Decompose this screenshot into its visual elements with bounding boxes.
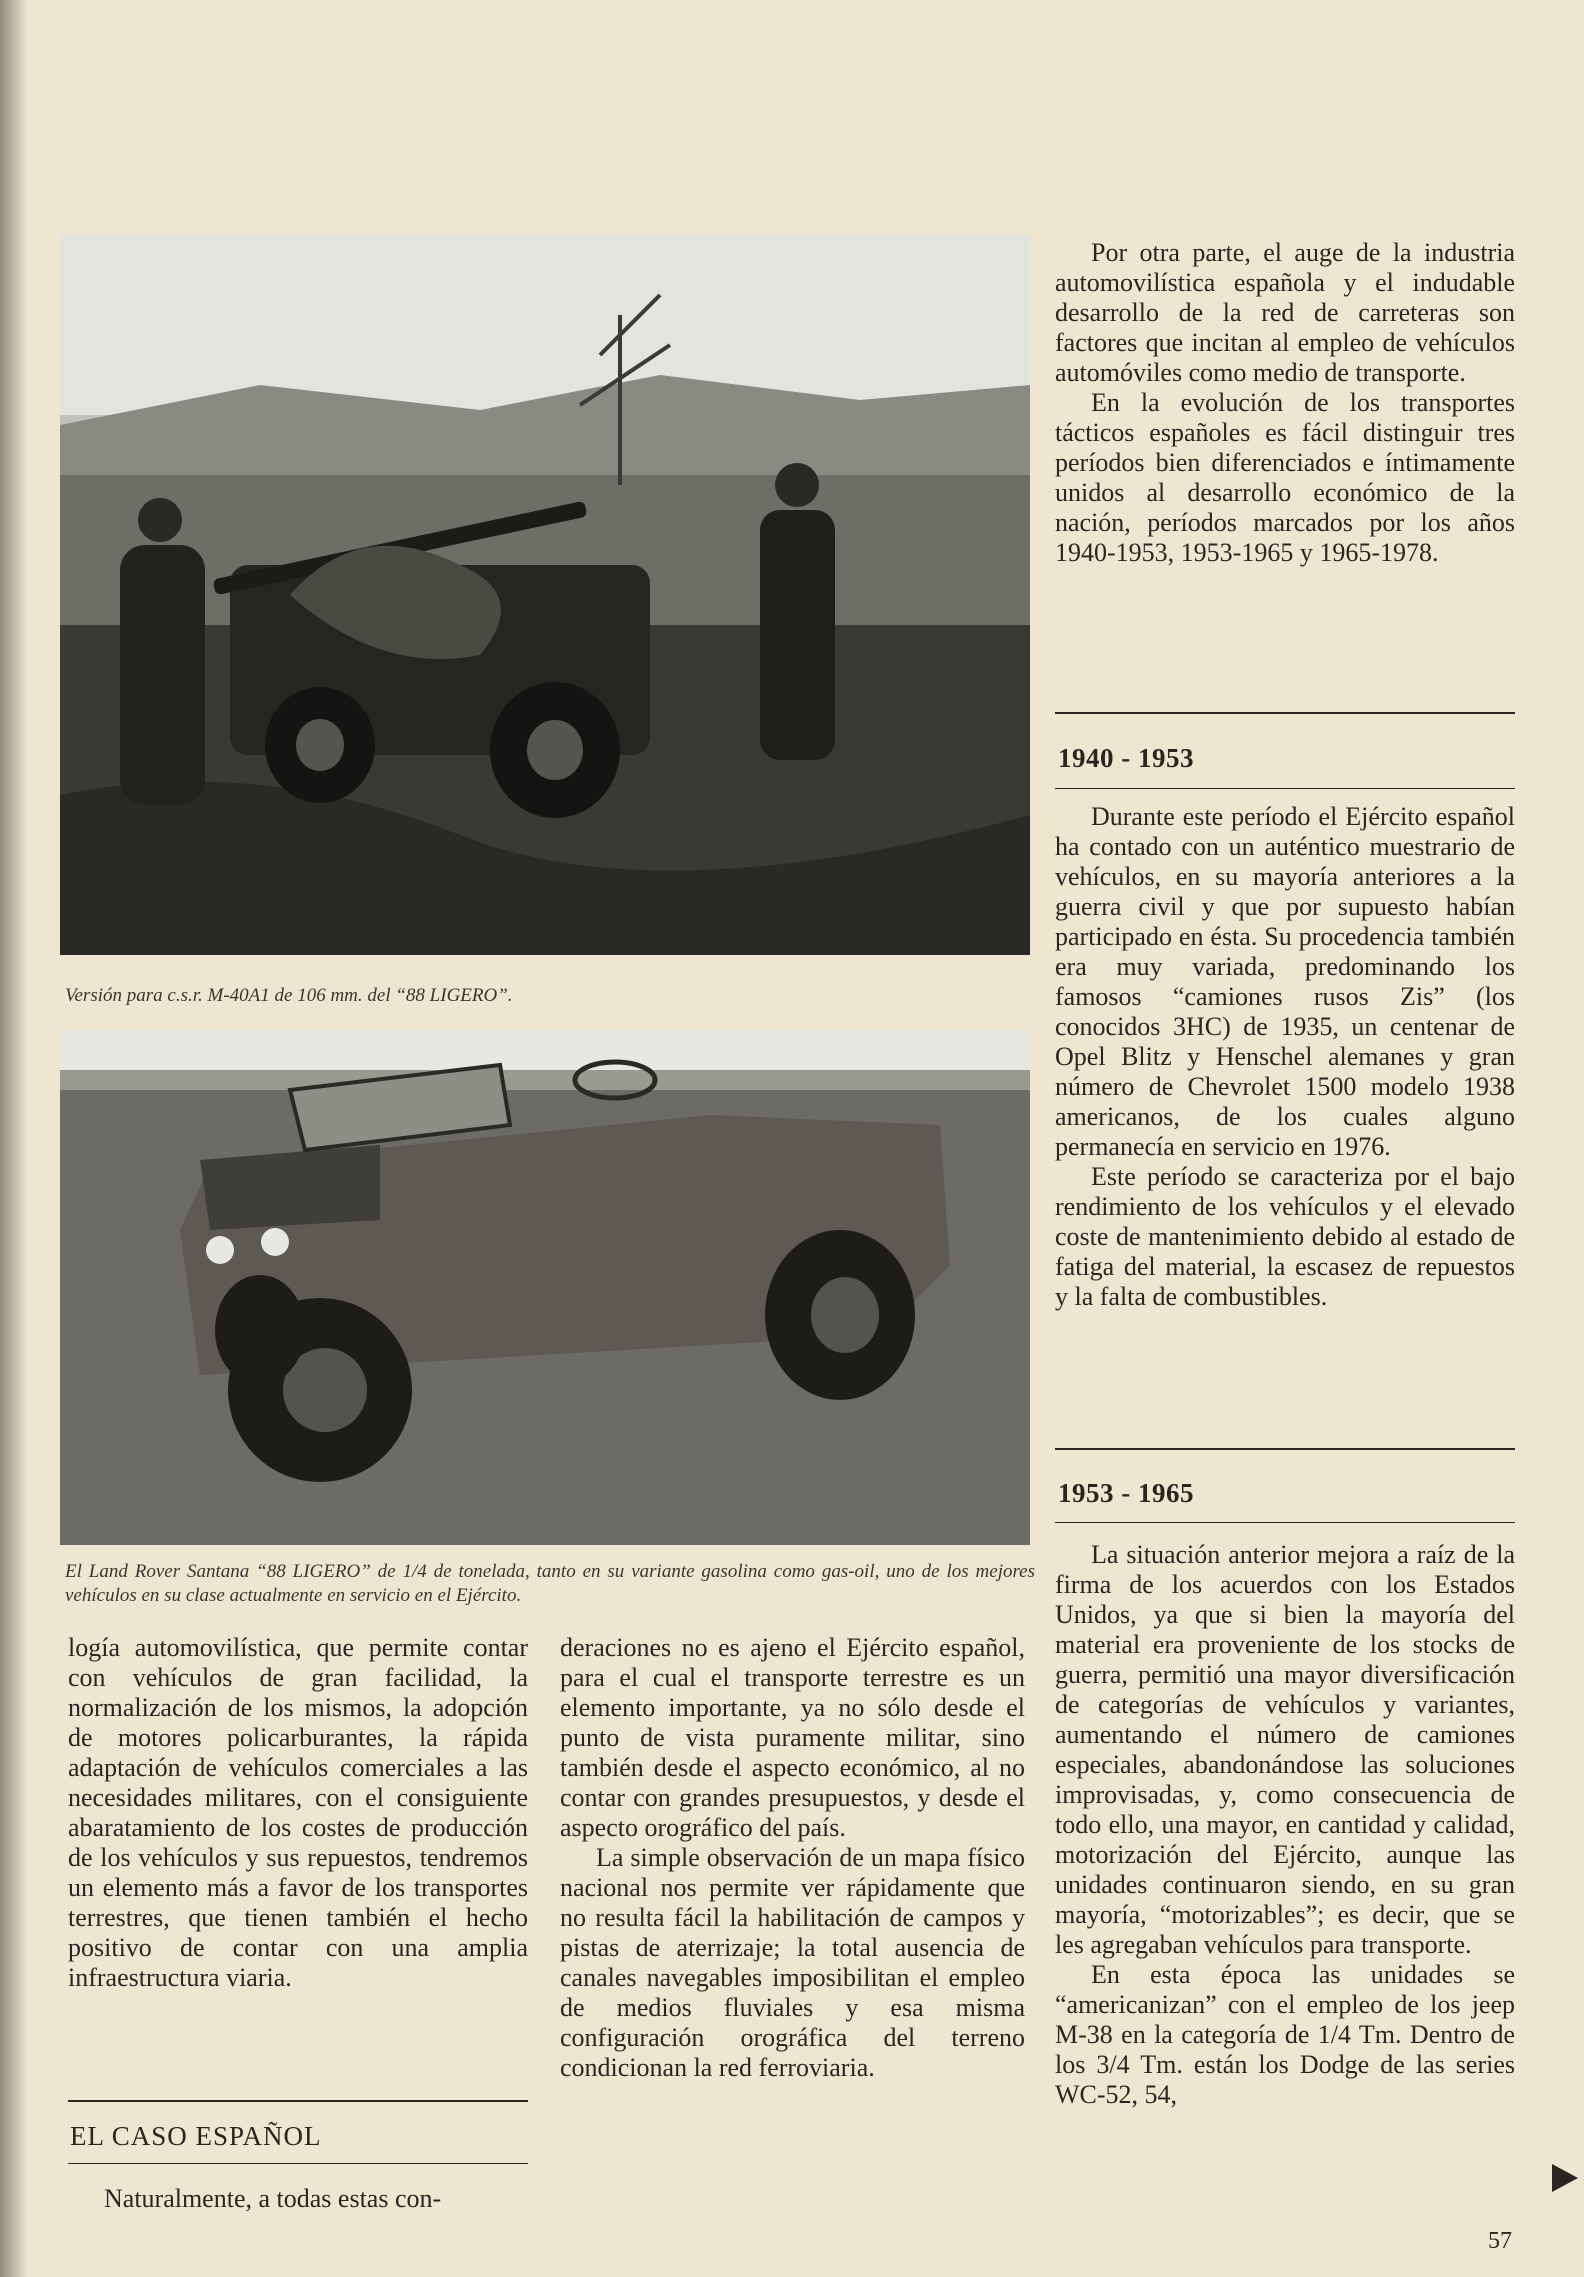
section-rule — [68, 2163, 528, 2164]
right-paragraph-1: Por otra parte, el auge de la industria automovilística española y el indudable desarrollo de la red de carreteras son factores que incitan al empleo de vehículos automóviles como medio de transporte. — [1055, 238, 1515, 387]
jeep-with-recoilless-rifle-photo — [60, 235, 1030, 955]
photo-caption-bottom: El Land Rover Santana “88 LIGERO” de 1/4 de tonelada, tanto en su variante gasolina como gas-oil, uno de los mejores vehículos en su clase actualmente en servicio en el Ejército. — [65, 1561, 1035, 1606]
land-rover-santana-photo — [60, 1030, 1030, 1545]
right-paragraph-3: Durante este período el Ejército español ha contado con un auténtico muestrario de vehículos, en su mayoría anteriores a la guerra civil y que por supuesto habían participado en ésta. Su procedencia también era muy variada, predominando los famosos “camiones rusos Zis” (los conocidos 3HC) de 1935, un centenar de Opel Blitz y Henschel alemanes y gran número de Chevrolet 1500 modelo 1938 americanos, de los cuales alguno permanecía en servicio en 1976. — [1055, 802, 1515, 1161]
section-heading-1940-1953: 1940 - 1953 — [1058, 743, 1194, 773]
section-heading-el-caso-espanol: EL CASO ESPAÑOL — [70, 2121, 322, 2151]
page-gutter-shadow — [0, 0, 28, 2277]
right-text-column-1953 — [1055, 1540, 1515, 2110]
section-rule — [1055, 1522, 1515, 1523]
right-paragraph-5: La situación anterior mejora a raíz de la firma de los acuerdos con los Estados Unidos, ya que si bien la mayoría del material era proveniente de los stocks de guerra, permitió una mayor diversificación de categorías de vehículos y variantes, aumentando el número de camiones especiales, abandonándose las soluciones improvisadas, y, como consecuencia de todo ello, una mayor, en cantidad y calidad, motorización del Ejército, aunque las unidades continuaron siendo, en su gran mayoría, “motorizables”; es decir, que se les agregaban vehículos para transporte. — [1055, 1540, 1515, 1959]
left-paragraph-2: Naturalmente, a todas estas con- — [104, 2184, 442, 2213]
right-text-column-1940 — [1055, 802, 1515, 1312]
section-rule — [1055, 1448, 1515, 1450]
middle-paragraph-1: deraciones no es ajeno el Ejército español, para el cual el transporte terrestre es un elemento importante, ya no sólo desde el punto de vista puramente militar, sino también desde el aspecto económico, al no contar con grandes presupuestos, y desde el aspecto orográfico del país. — [560, 1633, 1025, 1842]
right-paragraph-6: En esta época las unidades se “americanizan” con el empleo de los jeep M-38 en la categoría de 1/4 Tm. Dentro de los 3/4 Tm. están los Dodge de las series WC-52, 54, — [1055, 1960, 1515, 2109]
right-paragraph-4: Este período se caracteriza por el bajo rendimiento de los vehículos y el elevado coste de mantenimiento debido al estado de fatiga del material, la escasez de repuestos y la falta de combustibles. — [1055, 1162, 1515, 1311]
section-rule — [1055, 788, 1515, 789]
section-heading-1953-1965: 1953 - 1965 — [1058, 1478, 1194, 1508]
left-paragraph-1: logía automovilística, que permite contar con vehículos de gran facilidad, la normalización de los mismos, la adopción de motores policarburantes, la rápida adaptación de vehículos comerciales a las necesidades militares, con el consiguiente abaratamiento de los costes de producción de los vehículos y sus repuestos, tendremos un elemento más a favor de los transportes terrestres, que tienen también el hecho positivo de contar con una amplia infraestructura viaria. — [68, 1633, 528, 1992]
middle-paragraph-2: La simple observación de un mapa físico nacional nos permite ver rápidamente que no resulta fácil la habilitación de campos y pistas de aterrizaje; la total ausencia de canales navegables imposibilitan el empleo de medios fluviales y esa misma configuración orográfica del terreno condicionan la red ferroviaria. — [560, 1843, 1025, 2082]
right-text-column-intro — [1055, 238, 1515, 568]
section-rule — [1055, 712, 1515, 714]
section-rule — [68, 2100, 528, 2102]
middle-text-column — [560, 1633, 1025, 2083]
right-paragraph-2: En la evolución de los transportes tácticos españoles es fácil distinguir tres períodos bien diferenciados e íntimamente unidos al desarrollo económico de la nación, períodos marcados por los años 1940-1953, 1953-1965 y 1965-1978. — [1055, 388, 1515, 567]
left-text-column — [68, 1633, 528, 1993]
photo-caption-top: Versión para c.s.r. M-40A1 de 106 mm. del “88 LIGERO”. — [65, 985, 513, 1006]
continue-arrow-icon — [1552, 2164, 1578, 2192]
left-text-column-end — [68, 2184, 528, 2214]
page-number: 57 — [1488, 2228, 1512, 2254]
